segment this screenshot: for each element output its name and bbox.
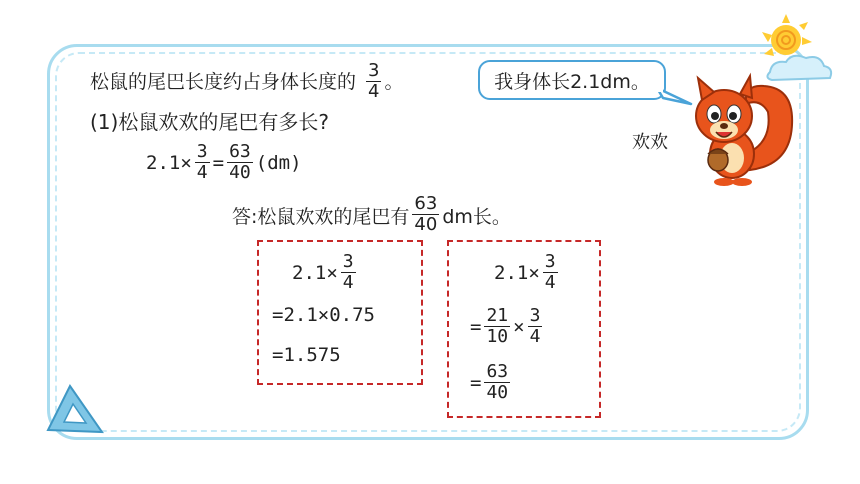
triangle-ruler-icon: [44, 380, 108, 436]
method-2-fraction: [543, 253, 558, 293]
intro-end: 。: [384, 70, 404, 93]
fraction-denominator: 40: [486, 382, 509, 403]
method-2-line-2: [470, 304, 545, 350]
answer-fraction: [412, 195, 439, 235]
answer-suffix: dm长。: [442, 205, 511, 228]
problem-intro: [90, 62, 403, 102]
fraction-denominator: 40: [229, 162, 251, 183]
times-sign: ×: [513, 316, 525, 338]
fraction-numerator: 63: [229, 141, 251, 163]
answer-line: [232, 192, 511, 238]
method-2-result-fraction: [484, 363, 510, 403]
equals-sign: =: [470, 316, 482, 338]
fraction-numerator: 3: [196, 141, 208, 163]
equation-fraction-1: [195, 143, 210, 183]
fraction-numerator: 63: [414, 193, 438, 215]
equation-lhs: 2.1×: [146, 152, 192, 174]
equals-sign: =: [470, 372, 482, 394]
equation-fraction-2: [227, 143, 253, 183]
equals-sign: =: [212, 152, 225, 174]
method-2-line-1: [494, 250, 561, 296]
answer-prefix: 答:松鼠欢欢的尾巴有: [232, 205, 410, 228]
fraction-denominator: 10: [486, 326, 509, 347]
fraction-denominator: 40: [414, 214, 438, 235]
fraction-numerator: 63: [486, 361, 509, 383]
equation-unit: (dm): [255, 152, 302, 174]
question-text: (1)松鼠欢欢的尾巴有多长?: [90, 110, 329, 134]
method-1-line-3: =1.575: [272, 344, 341, 366]
fraction-denominator: 4: [368, 81, 380, 102]
method-2-line-3: [470, 360, 513, 406]
method-2-fraction-b: [528, 307, 543, 347]
intro-text: 松鼠的尾巴长度约占身体长度的: [90, 70, 357, 93]
squirrel-name: 欢欢: [632, 132, 668, 153]
speech-bubble: [478, 60, 666, 100]
method-1-line-1: [292, 250, 359, 296]
method-1-fraction: [341, 253, 356, 293]
method-1-lhs: 2.1×: [292, 262, 338, 284]
fraction-denominator: 4: [544, 272, 556, 293]
fraction-numerator: 3: [342, 251, 354, 273]
intro-fraction: [366, 62, 381, 102]
fraction-numerator: 21: [486, 305, 509, 327]
main-equation: [146, 140, 302, 186]
method-2-fraction-a: [484, 307, 510, 347]
fraction-denominator: 4: [342, 272, 354, 293]
fraction-numerator: 3: [544, 251, 556, 273]
fraction-numerator: 3: [529, 305, 541, 327]
method-2-lhs: 2.1×: [494, 262, 540, 284]
fraction-denominator: 4: [196, 162, 208, 183]
squirrel-icon: [680, 70, 802, 188]
method-1-line-2: =2.1×0.75: [272, 304, 375, 326]
fraction-denominator: 4: [529, 326, 541, 347]
speech-bubble-text: 我身体长2.1dm。: [494, 70, 650, 93]
fraction-numerator: 3: [368, 60, 380, 82]
